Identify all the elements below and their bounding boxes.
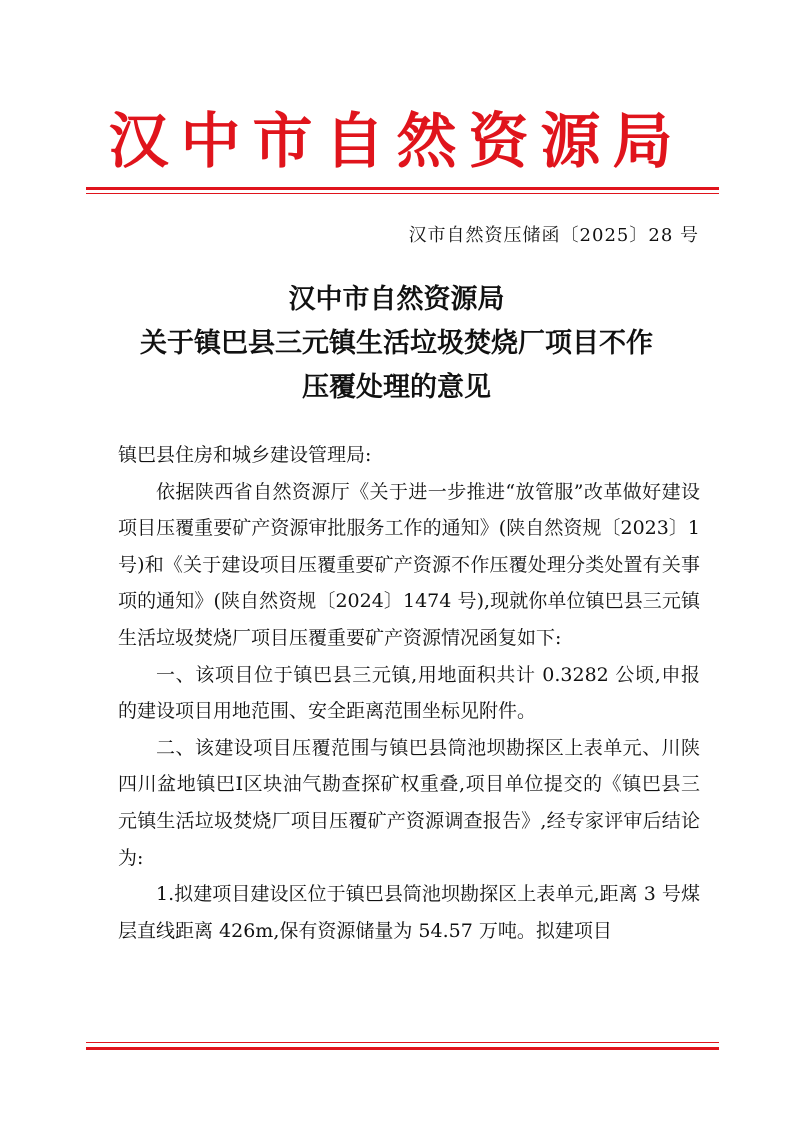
paragraph-item-2: 二、该建设项目压覆范围与镇巴县筒池坝勘探区上表单元、川陕四川盆地镇巴Ⅰ区块油气勘查探矿权重叠,项目单位提交的《镇巴县三元镇生活垃圾焚烧厂项目压覆矿产资源调查报告》,经专家评审后结论为: xyxy=(118,736,700,869)
paragraph-item-1: 一、该项目位于镇巴县三元镇,用地面积共计 0.3282 公顷,申报的建设项目用地范围、安全距离范围坐标见附件。 xyxy=(118,663,700,723)
footer-rule-thin xyxy=(86,1042,719,1043)
agency-masthead: 汉中市自然资源局 xyxy=(108,107,685,177)
title-line-3: 压覆处理的意见 xyxy=(302,372,491,403)
title-line-1: 汉中市自然资源局 xyxy=(288,284,505,315)
title-line-2: 关于镇巴县三元镇生活垃圾焚烧厂项目不作 xyxy=(140,328,653,359)
masthead-rule-thick xyxy=(86,187,719,190)
footer-rule-thick xyxy=(86,1047,719,1050)
paragraph-sub-item-1: 1.拟建项目建设区位于镇巴县筒池坝勘探区上表单元,距离 3 号煤层直线距离 426m,保有资源储量为 54.57 万吨。拟建项目 xyxy=(118,883,700,942)
paragraph-basis: 依据陕西省自然资源厅《关于进一步推进“放管服”改革做好建设项目压覆重要矿产资源审批服务工作的通知》(陕自然资规〔2023〕1 号)和《关于建设项目压覆重要矿产资源不作压覆处理分类处置有关事项的通知》(陕自然资规〔2024〕1474 号),现就你单位镇巴县三元镇生活垃圾焚烧厂项目压覆重要矿产资源情况函复如下: xyxy=(118,480,700,649)
letter-body xyxy=(118,437,700,949)
masthead-rule-thin xyxy=(86,193,719,194)
salutation: 镇巴县住房和城乡建设管理局: xyxy=(118,444,372,466)
document-number: 汉市自然资压储函〔2025〕28 号 xyxy=(408,225,699,246)
